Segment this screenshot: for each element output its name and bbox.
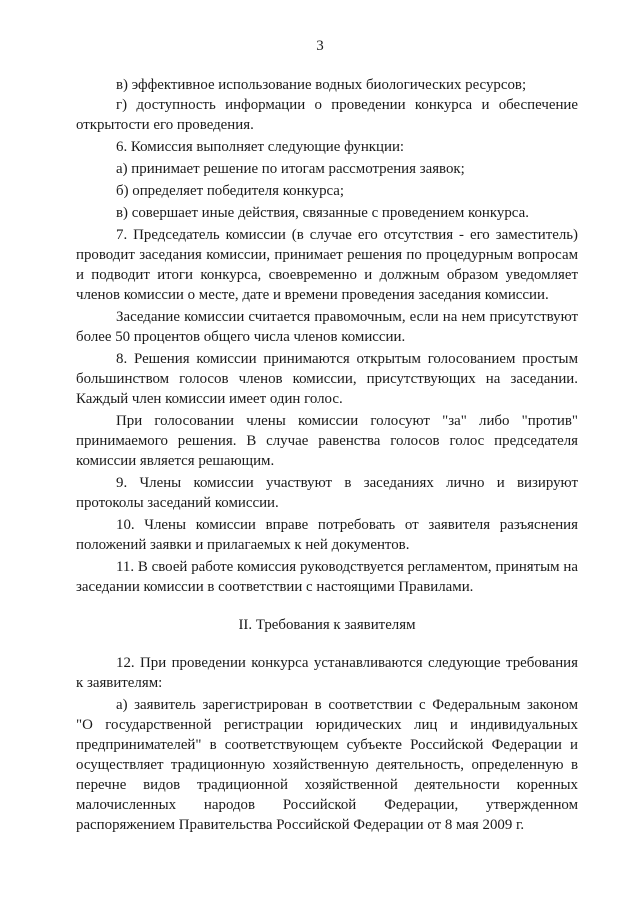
paragraph: 9. Члены комиссии участвуют в заседаниях лично и визируют протоколы заседаний комиссии. [76, 475, 578, 511]
paragraph: в) совершает иные действия, связанные с проведением конкурса. [116, 205, 529, 221]
paragraph: а) заявитель зарегистрирован в соответствии с Федеральным законом "О государственной регистрации юридических лиц и индивидуальных предпринимателей" в соответствующем субъекте Российской Федерации и осуществляет традиционную хозяйственную деятельность, определенную в перечне видов традиционной хозяйственной деятельности коренных малочисленных народов Российской Федерации, утвержденном распоряжением Правительства Российской Федерации от 8 мая 2009 г. [76, 697, 578, 833]
section-heading: II. Требования к заявителям [238, 617, 416, 633]
document-body [76, 75, 578, 835]
page-number: 3 [316, 38, 324, 54]
paragraph: Заседание комиссии считается правомочным, если на нем присутствуют более 50 процентов общего числа членов комиссии. [76, 309, 578, 345]
paragraph: в) эффективное использование водных биологических ресурсов; [116, 77, 527, 93]
paragraph: а) принимает решение по итогам рассмотрения заявок; [116, 161, 465, 177]
paragraph: б) определяет победителя конкурса; [116, 183, 345, 199]
paragraph: г) доступность информации о проведении конкурса и обеспечение открытости его проведения. [76, 97, 578, 133]
paragraph: 6. Комиссия выполняет следующие функции: [116, 139, 405, 155]
paragraph: 10. Члены комиссии вправе потребовать от заявителя разъяснения положений заявки и прилагаемых к ней документов. [76, 517, 578, 553]
paragraph: 11. В своей работе комиссия руководствуется регламентом, принятым на заседании комиссии в соответствии с настоящими Правилами. [76, 559, 578, 595]
paragraph: 7. Председатель комиссии (в случае его отсутствия - его заместитель) проводит заседания комиссии, принимает решения по процедурным вопросам и подводит итоги конкурса, своевременно и должным образом уведомляет членов комиссии о месте, дате и времени проведения заседания комиссии. [76, 227, 578, 303]
paragraph: При голосовании члены комиссии голосуют "за" либо "против" принимаемого решения. В случае равенства голосов голос председателя комиссии является решающим. [76, 413, 578, 469]
paragraph: 8. Решения комиссии принимаются открытым голосованием простым большинством голосов членов комиссии, присутствующих на заседании. Каждый член комиссии имеет один голос. [76, 351, 578, 407]
paragraph: 12. При проведении конкурса устанавливаются следующие требования к заявителям: [76, 655, 578, 691]
